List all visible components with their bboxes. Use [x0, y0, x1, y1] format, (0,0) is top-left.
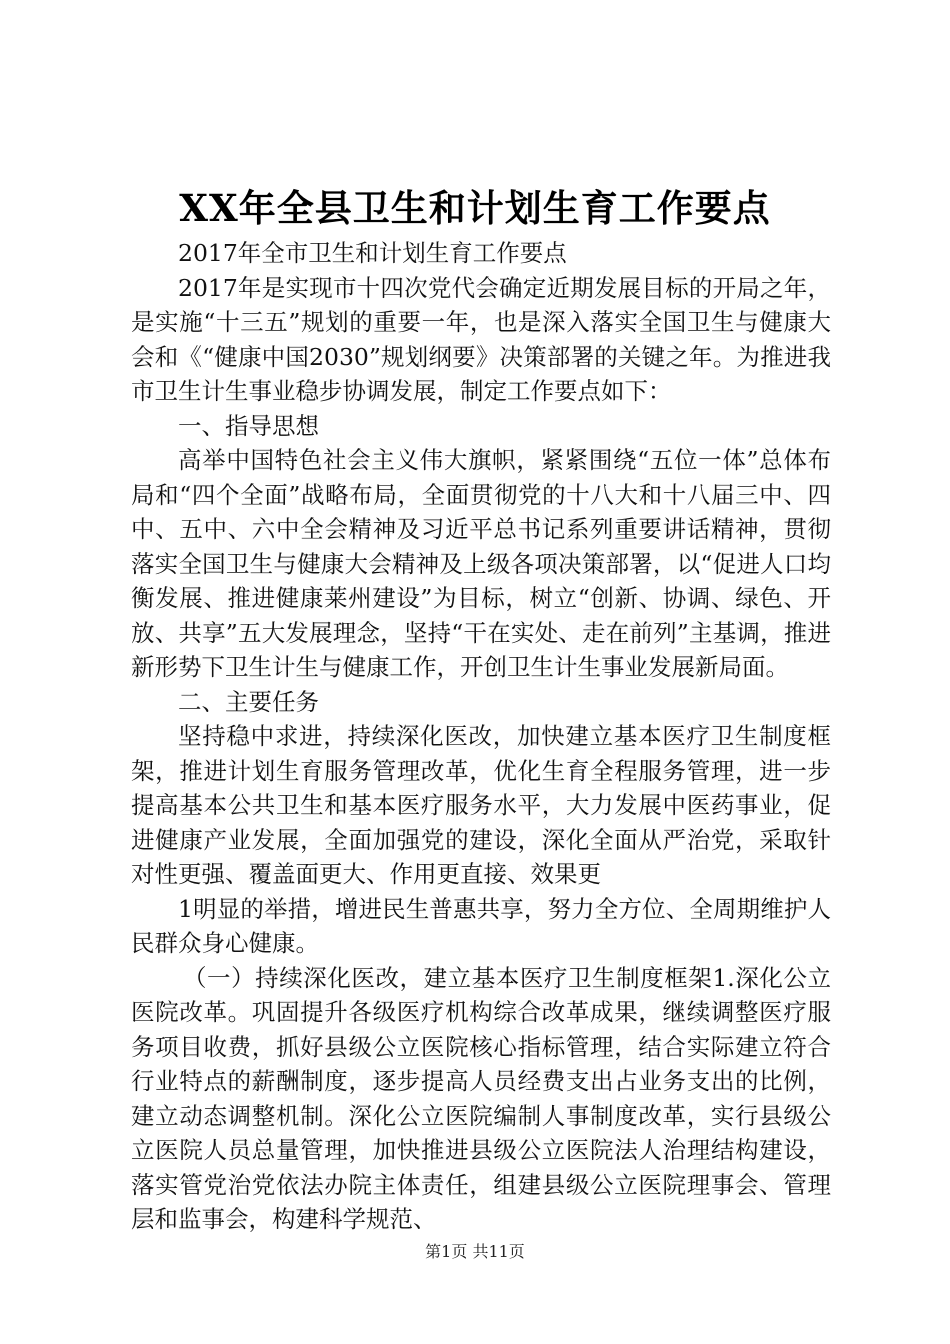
- document-title: XX年全县卫生和计划生育工作要点: [179, 186, 771, 230]
- paragraph-main-tasks-continued: 1明显的举措，增进民生普惠共享，努力全方位、全周期维护人民群众身心健康。: [131, 894, 831, 957]
- paragraph-main-tasks: 坚持稳中求进，持续深化医改，加快建立基本医疗卫生制度框架，推进计划生育服务管理改革，优化生育全程服务管理，进一步提高基本公共卫生和基本医疗服务水平，大力发展中医药事业，促进健康产业发展，全面加强党的建设，深化全面从严治党，采取针对性更强、覆盖面更大、作用更直接、效果更: [131, 722, 831, 888]
- paragraph-intro: 2017年是实现市十四次党代会确定近期发展目标的开局之年，是实施“十三五”规划的重要一年，也是深入落实全国卫生与健康大会和《“健康中国2030”规划纲要》决策部署的关键之年。为推进我市卫生计生事业稳步协调发展，制定工作要点如下：: [131, 273, 831, 405]
- document-body: [131, 236, 831, 1237]
- section-heading-main-tasks: 二、主要任务: [178, 687, 319, 716]
- paragraph-subtitle: 2017年全市卫生和计划生育工作要点: [178, 239, 567, 267]
- paragraph-guiding-thought: 高举中国特色社会主义伟大旗帜，紧紧围绕“五位一体”总体布局和“四个全面”战略布局，全面贯彻党的十八大和十八届三中、四中、五中、六中全会精神及习近平总书记系列重要讲话精神，贯彻落实全国卫生与健康大会精神及上级各项决策部署，以“促进人口均衡发展、推进健康莱州建设”为目标，树立“创新、协调、绿色、开放、共享”五大发展理念，坚持“干在实处、走在前列”主基调，推进新形势下卫生计生与健康工作，开创卫生计生事业发展新局面。: [131, 446, 831, 681]
- section-heading-guiding-thought: 一、指导思想: [178, 411, 319, 440]
- paragraph-medical-reform: （一）持续深化医改，建立基本医疗卫生制度框架1.深化公立医院改革。巩固提升各级医疗机构综合改革成果，继续调整医疗服务项目收费，抓好县级公立医院核心指标管理，结合实际建立符合行业特点的薪酬制度，逐步提高人员经费支出占业务支出的比例，建立动态调整机制。深化公立医院编制人事制度改革，实行县级公立医院人员总量管理，加快推进县级公立医院法人治理结构建设，落实管党治党依法办院主体责任，组建县级公立医院理事会、管理层和监事会，构建科学规范、: [131, 963, 831, 1233]
- page-footer: 第1页 共11页: [425, 1242, 525, 1261]
